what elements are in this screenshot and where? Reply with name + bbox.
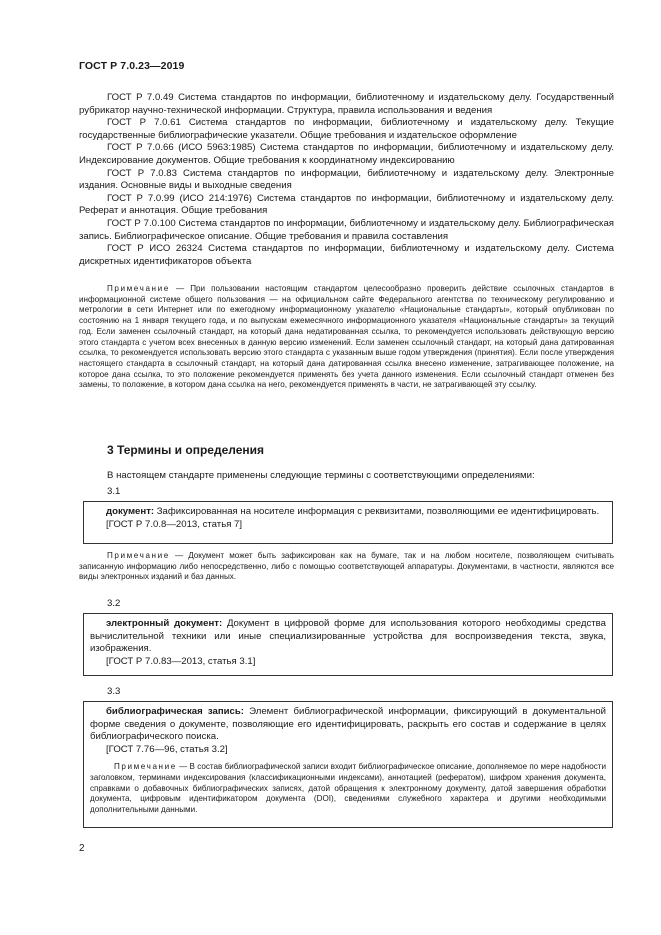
term-name: библиографическая запись: — [106, 706, 244, 717]
term-definition-text: Документ в цифровой форме для использования которого необходимы средства вычислительной техники или иные специализированные устройства для воспроизведения текста, звука, изображения. — [90, 618, 606, 655]
references-note — [79, 284, 614, 391]
page-number: 2 — [79, 843, 85, 854]
term-definition — [90, 618, 606, 656]
term-box-document — [83, 501, 613, 544]
term-name: документ: — [106, 506, 155, 517]
term-name: электронный документ: — [106, 618, 223, 629]
reference-item: ГОСТ Р 7.0.66 (ИСО 5963:1985) Система стандартов по информации, библиотечному и издательскому делу. Индексирование документов. Общие требования к координатному индексированию — [79, 142, 614, 166]
note-label: Примечание — [107, 284, 170, 293]
normative-references-list — [79, 92, 614, 268]
reference-item: ГОСТ Р 7.0.99 (ИСО 214:1976) Система стандартов по информации, библиотечному и издательскому делу. Реферат и аннотация. Общие требования — [79, 192, 614, 217]
note-text: — В состав библиографической записи входит библиографическое описание, дополняемое по мере надобности заголовком, терминами индексирования (классификационными индексами), аннотацией (рефератом), шифром хранения документа, справками о добавочных библиографических записях, датой обращения к электронному документу, датой завершения обработки документа, цифровым идентификатором документа (DOI), сведениями служебного характера и другими необходимыми дополнительными данными. — [90, 762, 606, 815]
section-title: 3 Термины и определения — [107, 443, 265, 457]
term-box-bibliographic-record — [83, 701, 613, 828]
term-definition — [90, 706, 606, 744]
reference-item: ГОСТ Р 7.0.49 Система стандартов по информации, библиотечному и издательскому делу. Государственный рубрикатор научно-технической информации. Структура, правила использования и ведения — [79, 92, 614, 116]
term-source: [ГОСТ Р 7.0.83—2013, статья 3.1] — [106, 655, 256, 667]
term-number: 3.3 — [107, 686, 121, 697]
reference-item: ГОСТ Р 7.0.61 Система стандартов по информации, библиотечному и издательскому делу. Текущие государственные библиографические указатели. Общие требования и издательское оформление — [79, 117, 614, 141]
term-note — [90, 762, 606, 816]
note-text: — Документ может быть зафиксирован как на бумаге, так и на любом носителе, позволяющем считывать записанную информацию либо непосредственно, либо с помощью соответствующей аппаратуры. Документами, в частности, являются все виды электронных изданий и баз данных. — [79, 551, 614, 582]
reference-item: ГОСТ Р 7.0.83 Система стандартов по информации, библиотечному и издательскому делу. Электронные издания. Основные виды и выходные сведения — [79, 167, 614, 192]
term-number: 3.2 — [107, 598, 121, 609]
note-text: — При пользовании настоящим стандартом целесообразно проверить действие ссылочных стандартов в информационной системе общего пользования — на официальном сайте Федерального агентства по техническому регулированию и метрологии в сети Интернет или по ежегодному информационному указателю «Национальные стандарты», который опубликован по состоянию на 1 января текущего года, и по выпускам ежемесячного информационного указателя «Национальные стандарты» за текущий год. Если заменен ссылочный стандарт, на который дана недатированная ссылка, то рекомендуется использовать действующую версию этого стандарта с учетом всех внесенных в данную версию изменений. Если заменен ссылочный стандарт, на который дана датированная ссылка, то рекомендуется использовать версию этого стандарта с указанным выше годом утверждения (принятия). Если после утверждения настоящего стандарта в ссылочный стандарт, на который дана датированная ссылка внесено изменение, затрагивающее положение, на которое дана ссылка, то это положение рекомендуется применять без учета данного изменения. Если ссылочный стандарт отменен без замены, то положение, в котором дана ссылка на него, рекомендуется применять в части, не затрагивающей эту ссылку. — [79, 284, 614, 390]
term-definition-text: Элемент библиографической информации, фиксирующий в документальной форме сведения о документе, позволяющие его идентифицировать, раскрыть его состав и содержание в целях библиографического поиска. — [90, 706, 606, 743]
section-intro: В настоящем стандарте применены следующие термины с соответствующими определениями: — [107, 470, 535, 481]
document-header: ГОСТ Р 7.0.23—2019 — [79, 60, 185, 72]
term-number: 3.1 — [107, 486, 121, 497]
term-source: [ГОСТ Р 7.0.8—2013, статья 7] — [106, 518, 243, 530]
term-definition-text: Зафиксированная на носителе информация с реквизитами, позволяющими ее идентифицировать. — [154, 506, 600, 517]
reference-item: ГОСТ Р ИСО 26324 Система стандартов по информации, библиотечному и издательскому делу. Система дискретных идентификаторов объекта — [79, 243, 614, 267]
term-source: [ГОСТ 7.76—96, статья 3.2] — [106, 743, 228, 755]
note-label: Примечание — [114, 762, 177, 772]
reference-item: ГОСТ Р 7.0.100 Система стандартов по информации, библиотечному и издательскому делу. Библиографическая запись. Библиографическое описание. Общие требования и правила составления — [79, 217, 614, 242]
note-label: Примечание — [107, 551, 170, 560]
term-box-electronic-document — [83, 613, 613, 676]
term-note — [79, 551, 614, 583]
term-definition — [90, 506, 606, 519]
